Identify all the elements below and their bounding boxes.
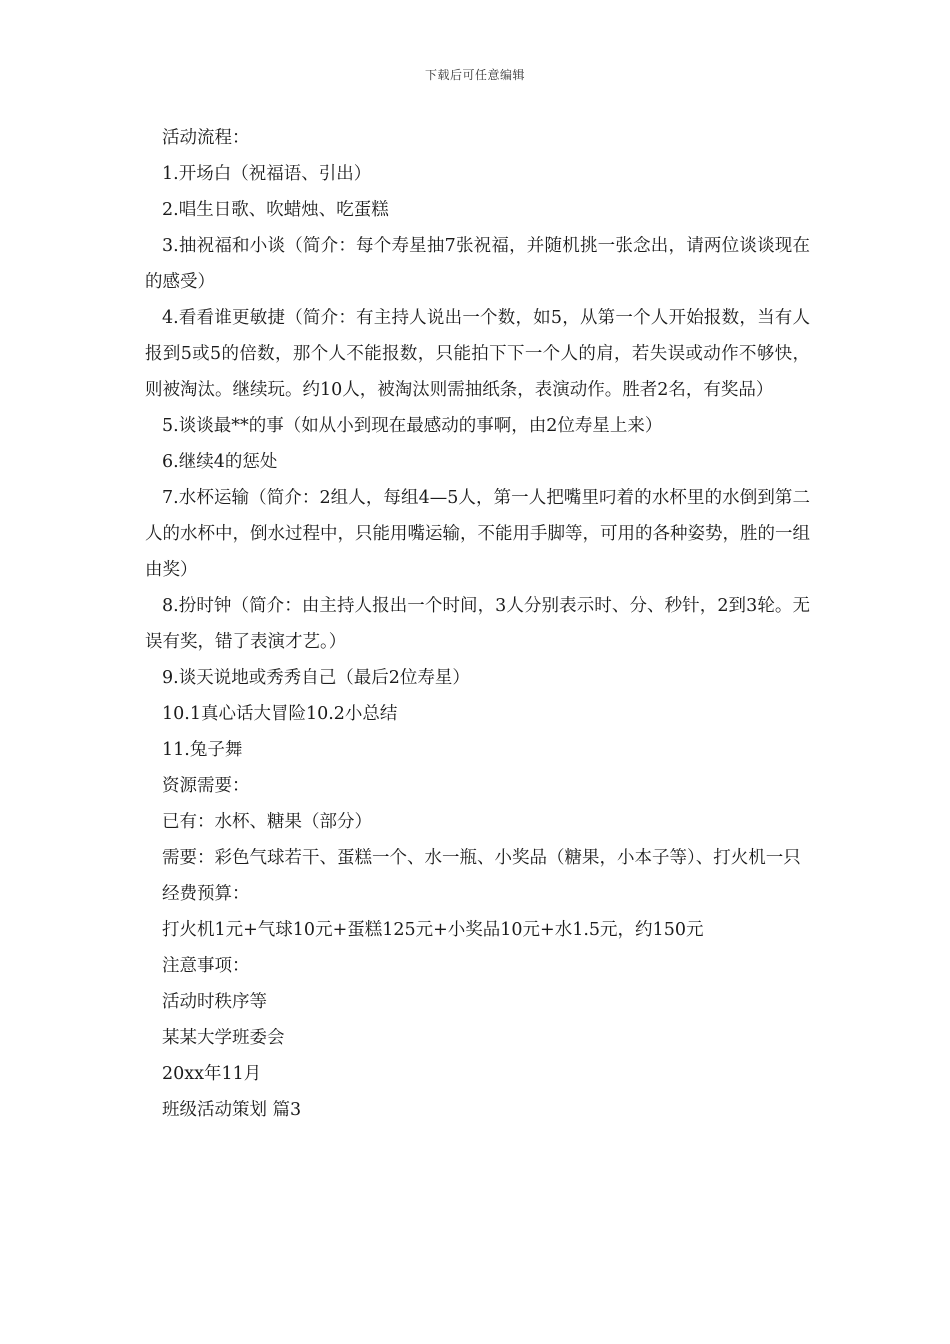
list-item-clock-game: 8.扮时钟（简介：由主持人报出一个时间，3人分别表示时、分、秒针，2到3轮。无误有奖，错了表演才艺。） <box>145 596 810 652</box>
notes-order: 活动时秩序等 <box>162 992 267 1012</box>
list-item-show-yourself: 9.谈天说地或秀秀自己（最后2位寿星） <box>162 668 470 688</box>
section-heading-activity-flow: 活动流程： <box>162 128 250 148</box>
section-heading-resources: 资源需要： <box>162 776 250 796</box>
page-header-note: 下载后可任意编辑 <box>424 68 525 82</box>
list-item-water-cup: 7.水杯运输（简介：2组人，每组4—5人，第一人把嘴里叼着的水杯里的水倒到第二人的水杯中，倒水过程中，只能用嘴运输，不能用手脚等，可用的各种姿势，胜的一组由奖） <box>145 488 810 580</box>
budget-details: 打火机1元+气球10元+蛋糕125元+小奖品10元+水1.5元，约150元 <box>162 920 704 940</box>
list-item-bunny-dance: 11.兔子舞 <box>162 740 243 760</box>
list-item-agility-game: 4.看看谁更敏捷（简介：有主持人说出一个数，如5，从第一个人开始报数，当有人报到5或5的倍数，那个人不能报数，只能拍下下一个人的肩，若失误或动作不够快，则被淘汰。继续玩。约10人，被淘汰则需抽纸条，表演动作。胜者2名，有奖品） <box>145 308 810 400</box>
document-body <box>145 120 810 1128</box>
list-item-penalty: 6.继续4的惩处 <box>162 452 278 472</box>
list-item-truth-or-dare: 10.1真心话大冒险10.2小总结 <box>162 704 398 724</box>
list-item-birthday-song: 2.唱生日歌、吹蜡烛、吃蛋糕 <box>162 200 389 220</box>
resources-existing: 已有：水杯、糖果（部分） <box>162 812 372 832</box>
section-heading-notes: 注意事项： <box>162 956 250 976</box>
next-section-title: 班级活动策划 篇3 <box>162 1100 302 1120</box>
resources-needed: 需要：彩色气球若干、蛋糕一个、水一瓶、小奖品（糖果，小本子等）、打火机一只 <box>162 848 801 868</box>
signature-organization: 某某大学班委会 <box>162 1028 285 1048</box>
list-item-draw-blessings: 3.抽祝福和小谈（简介：每个寿星抽7张祝福，并随机挑一张念出，请两位谈谈现在的感受） <box>145 236 810 292</box>
section-heading-budget: 经费预算： <box>162 884 250 904</box>
list-item-opening: 1.开场白（祝福语、引出） <box>162 164 372 184</box>
list-item-talk: 5.谈谈最**的事（如从小到现在最感动的事啊，由2位寿星上来） <box>162 416 663 436</box>
signature-date: 20xx年11月 <box>162 1064 262 1084</box>
